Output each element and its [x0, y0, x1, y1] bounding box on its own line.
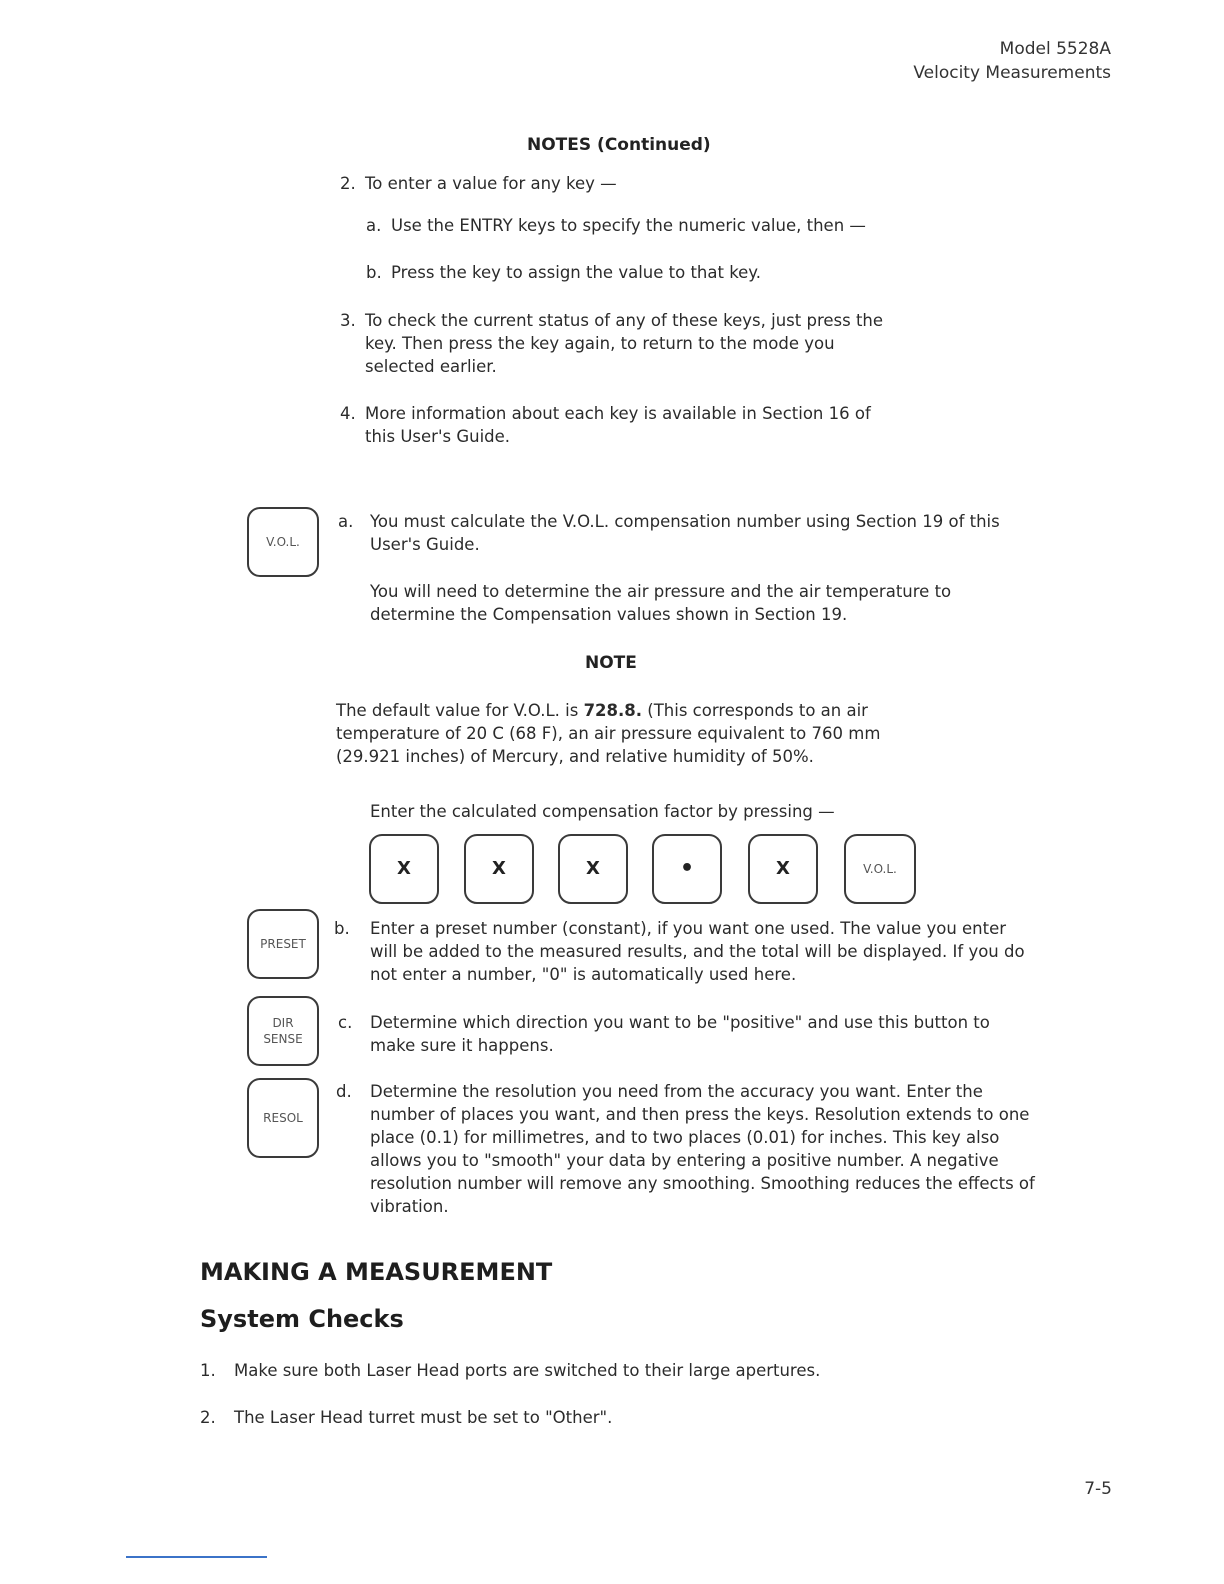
section-subtitle: System Checks: [200, 1305, 404, 1333]
note-item-number: 2.: [340, 174, 356, 193]
key-x: X: [369, 834, 439, 904]
step-number: 2.: [200, 1408, 216, 1427]
note-item-2a: Use the ENTRY keys to specify the numeric value, then —: [391, 216, 866, 235]
key-vol: V.O.L.: [844, 834, 916, 904]
bottom-rule: [126, 1556, 267, 1558]
section-title: MAKING A MEASUREMENT: [200, 1258, 553, 1286]
resol-key: RESOL: [247, 1078, 319, 1158]
note-subitem-letter: b.: [366, 263, 382, 282]
note-item-2: To enter a value for any key —: [365, 174, 617, 193]
key-x: X: [558, 834, 628, 904]
note-item-number: 3.: [340, 311, 356, 330]
note-text-before: The default value for V.O.L. is: [336, 701, 584, 720]
step-1: Make sure both Laser Head ports are switched to their large apertures.: [234, 1361, 821, 1380]
dir-sense-letter: c.: [338, 1013, 353, 1032]
dir-sense-key-line1: DIR: [272, 1016, 294, 1030]
preset-key: PRESET: [247, 909, 319, 979]
dir-sense-key-line2: SENSE: [263, 1032, 303, 1046]
page-number: 7-5: [1084, 1479, 1112, 1499]
note-text-after: (This corresponds to an air temperature of 20 C (68 F), an air pressure equivalent to 760 mm (29.921 inches) of Mercury, and relative humidity of 50%.: [336, 701, 881, 766]
key-decimal-point: •: [652, 834, 722, 904]
resol-text: Determine the resolution you need from the accuracy you want. Enter the number of places you want, and then press the keys. Resolution extends to one place (0.1) for millimetres, and to two places (0.01) for inches. This key also allows you to "smooth" your data by entering a positive number. A negative resolution number will remove any smoothing. Smoothing reduces the effects of vibration.: [370, 1082, 1035, 1216]
dir-sense-key: [247, 996, 319, 1066]
header-model: Model 5528A: [999, 39, 1111, 59]
key-x: X: [748, 834, 818, 904]
note-item-2b: Press the key to assign the value to that key.: [391, 263, 761, 282]
note-item-3: To check the current status of any of these keys, just press the key. Then press the key again, to return to the mode you selected earlier.: [365, 311, 884, 376]
note-title: NOTE: [585, 653, 637, 673]
notes-title: NOTES (Continued): [527, 135, 711, 155]
dir-sense-text: Determine which direction you want to be "positive" and use this button to make sure it happens.: [370, 1013, 990, 1055]
note-default-value: 728.8.: [583, 701, 643, 720]
enter-factor-text: Enter the calculated compensation factor by pressing —: [370, 802, 835, 821]
header-section: Velocity Measurements: [913, 63, 1111, 83]
vol-text-1: You must calculate the V.O.L. compensation number using Section 19 of this User's Guide.: [370, 512, 1000, 554]
vol-letter: a.: [338, 512, 354, 531]
vol-key: V.O.L.: [247, 507, 319, 577]
key-x: X: [464, 834, 534, 904]
note-item-number: 4.: [340, 404, 356, 423]
note-subitem-letter: a.: [366, 216, 382, 235]
note-text: [336, 699, 916, 768]
step-2: The Laser Head turret must be set to "Other".: [234, 1408, 613, 1427]
preset-letter: b.: [334, 919, 350, 938]
preset-text: Enter a preset number (constant), if you want one used. The value you enter will be added to the measured results, and the total will be displayed. If you do not enter a number, "0" is automatically used here.: [370, 919, 1025, 984]
step-number: 1.: [200, 1361, 216, 1380]
note-item-4: More information about each key is available in Section 16 of this User's Guide.: [365, 404, 871, 446]
resol-letter: d.: [336, 1082, 352, 1101]
vol-text-2: You will need to determine the air pressure and the air temperature to determine the Compensation values shown in Section 19.: [370, 582, 952, 624]
